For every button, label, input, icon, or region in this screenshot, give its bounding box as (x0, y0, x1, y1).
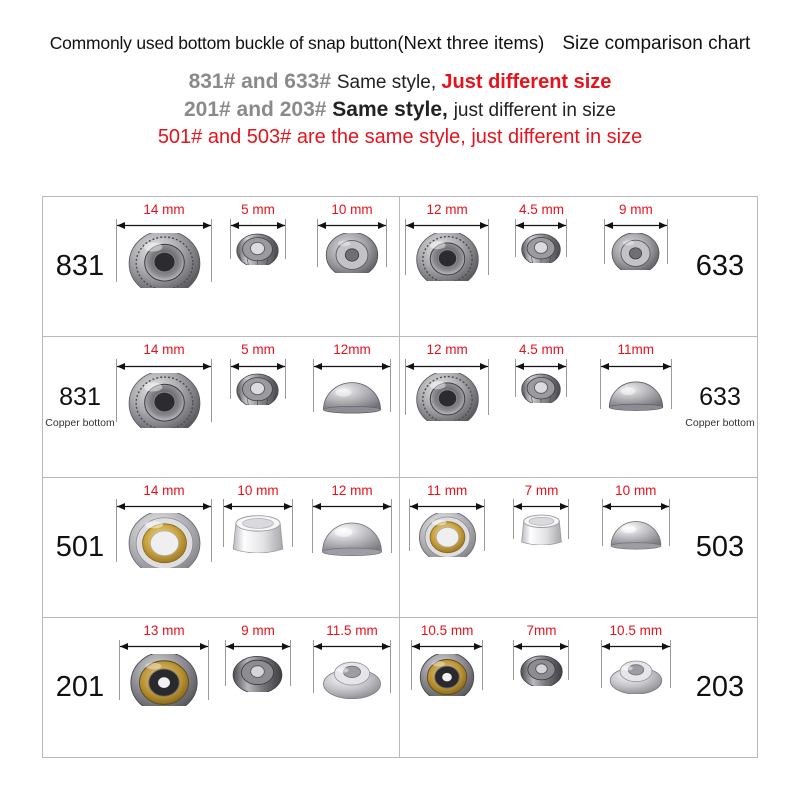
dimension-arrow (313, 360, 391, 372)
chart-row (43, 618, 757, 757)
part-stud-steel (321, 654, 383, 699)
page-header (0, 0, 800, 59)
guide-line-left (313, 640, 314, 693)
row-label-number: 633 (695, 250, 745, 283)
part-cap-ring-633 (414, 373, 481, 421)
dimension-label: 10 mm (331, 202, 373, 217)
dimension-arrow (317, 220, 387, 232)
dimension-arrow-icon (313, 641, 391, 652)
guide-line-left (409, 499, 410, 551)
dimension-arrow (116, 500, 212, 512)
row-label-501 (43, 530, 117, 563)
guide-line-left (515, 359, 516, 397)
dimension-arrow-icon (513, 641, 569, 652)
guide-line-left (405, 359, 406, 415)
part-image (513, 513, 569, 545)
chart-item (305, 484, 398, 560)
part-dome-plain (607, 373, 665, 415)
dimension-arrow (225, 641, 291, 653)
dimension-arrow (409, 500, 485, 512)
guide-line-left (230, 219, 231, 259)
row-label-201 (43, 670, 117, 703)
row-label-number: 501 (55, 530, 105, 563)
dimension-arrow (230, 360, 286, 372)
row-label-633 (683, 382, 757, 429)
part-socket-ribbed-dark (519, 654, 564, 686)
part-image (601, 654, 671, 694)
subtitle-line-2 (0, 97, 800, 123)
subtitle-2-part-2: Same style, (332, 97, 454, 121)
chart-half-left (43, 618, 400, 757)
dimension-label: 11 mm (427, 482, 468, 498)
dimension-label: 12 mm (426, 202, 468, 217)
chart-items (400, 478, 683, 617)
dimension-label: 4.5 mm (518, 202, 564, 217)
dimension-arrow (223, 500, 293, 512)
part-image (604, 233, 668, 270)
part-socket-ribbed (235, 373, 280, 405)
part-ring-brass-501 (417, 513, 478, 557)
part-socket-ribbed (520, 373, 562, 403)
subtitle-2-part-3: just different in size (453, 99, 616, 121)
guide-line-left (513, 499, 514, 539)
part-image (116, 233, 212, 288)
dimension-arrow-icon (515, 361, 567, 372)
guide-line-left (225, 640, 226, 686)
chart-item (117, 203, 210, 288)
guide-line-left (313, 359, 314, 412)
dimension-arrow (513, 500, 569, 512)
guide-line-right (290, 640, 291, 686)
chart-half-right (400, 337, 757, 476)
dimension-arrow (513, 641, 569, 653)
guide-line-right (566, 219, 567, 257)
dimension-label: 13 mm (143, 622, 185, 638)
part-stud-ring-dark (324, 233, 380, 273)
dimension-label: 12mm (333, 342, 371, 358)
dimension-label: 10 mm (237, 482, 279, 498)
row-label-503 (683, 530, 757, 563)
row-label-number: 203 (695, 670, 745, 703)
part-ring-brass-501 (126, 513, 203, 568)
guide-line-right (285, 359, 286, 399)
part-cap-ring-831 (126, 373, 203, 428)
part-stud-steel (608, 654, 664, 694)
guide-line-right (390, 640, 391, 693)
chart-item (117, 484, 210, 569)
part-image (312, 513, 392, 559)
dimension-label: 12 mm (426, 342, 468, 358)
dimension-arrow-icon (119, 641, 209, 652)
chart-items (117, 197, 399, 336)
part-image (317, 233, 387, 273)
chart-item (589, 343, 682, 415)
guide-line-right (669, 499, 670, 546)
dimension-arrow-icon (312, 501, 392, 512)
dimension-arrow-icon (604, 220, 668, 231)
guide-line-left (601, 640, 602, 688)
chart-item (589, 484, 682, 553)
chart-items (400, 197, 683, 336)
row-label-633 (683, 252, 757, 281)
chart-item (400, 203, 493, 281)
dimension-label: 4.5 mm (518, 342, 564, 358)
part-image (116, 373, 212, 428)
guide-line-left (411, 640, 412, 690)
part-socket-ribbed (235, 233, 280, 265)
chart-item (305, 343, 398, 418)
chart-half-right (400, 197, 757, 336)
row-label-sub: Copper bottom (685, 416, 755, 429)
chart-row (43, 478, 757, 618)
chart-half-right (400, 478, 757, 617)
dimension-arrow (312, 500, 392, 512)
chart-item (495, 203, 588, 263)
part-image (225, 654, 291, 692)
guide-line-right (292, 499, 293, 547)
part-socket-ribbed (520, 233, 562, 263)
part-cup-white (519, 513, 564, 545)
dimension-label: 11.5 mm (326, 622, 378, 638)
guide-line-right (488, 359, 489, 415)
chart-item (211, 343, 304, 405)
dimension-arrow-icon (313, 361, 391, 372)
row-label-number: 201 (55, 670, 105, 703)
guide-line-right (386, 219, 387, 267)
guide-line-left (116, 359, 117, 422)
subtitle-line-3 (0, 125, 800, 149)
chart-half-left (43, 337, 400, 476)
part-image (513, 654, 569, 686)
dimension-arrow (515, 220, 567, 232)
part-image (230, 373, 286, 405)
guide-line-left (405, 219, 406, 275)
part-image (405, 233, 489, 281)
guide-line-left (116, 219, 117, 282)
part-image (515, 233, 567, 263)
dimension-label: 14 mm (143, 482, 185, 498)
dimension-arrow-icon (116, 220, 212, 231)
dimension-arrow (405, 360, 489, 372)
chart-item (495, 484, 588, 546)
chart-half-left (43, 197, 400, 336)
part-image (515, 373, 567, 403)
dimension-arrow-icon (116, 501, 212, 512)
guide-line-right (667, 219, 668, 264)
part-cap-ring-831 (126, 233, 203, 288)
guide-line-left (604, 219, 605, 264)
chart-item (305, 624, 398, 699)
row-label-number: 831 (59, 382, 101, 411)
guide-line-left (317, 219, 318, 267)
dimension-label: 7mm (526, 622, 557, 638)
part-image (223, 513, 293, 553)
part-image (313, 654, 391, 699)
part-image (405, 373, 489, 421)
dimension-arrow (602, 500, 670, 512)
guide-line-right (285, 219, 286, 259)
part-dome-plain (321, 373, 383, 418)
dimension-arrow (600, 360, 672, 372)
chart-items (400, 618, 683, 757)
guide-line-right (211, 499, 212, 562)
chart-item (117, 624, 210, 706)
part-image (119, 654, 209, 706)
chart-item (211, 203, 304, 265)
guide-line-right (391, 499, 392, 553)
part-image (602, 513, 670, 552)
guide-line-right (211, 219, 212, 282)
part-ring-dark-201 (418, 654, 476, 696)
part-socket-ribbed-dark (231, 654, 284, 692)
row-label-831 (43, 252, 117, 281)
size-comparison-chart (42, 196, 758, 758)
subtitle-1-part-1: 831# and 633# (188, 70, 337, 93)
dimension-label: 9 mm (241, 622, 275, 638)
dimension-label: 10.5 mm (420, 622, 474, 638)
chart-item (495, 624, 588, 686)
chart-items (117, 618, 399, 757)
dimension-arrow-icon (116, 361, 212, 372)
chart-items (117, 478, 399, 617)
dimension-label: 10 mm (615, 482, 657, 498)
subtitle-2-part-1: 201# and 203# (184, 97, 333, 121)
subtitle-line-1 (0, 69, 800, 95)
guide-line-left (230, 359, 231, 399)
chart-item (211, 484, 304, 554)
chart-row (43, 337, 757, 477)
guide-line-left (513, 640, 514, 680)
guide-line-right (568, 640, 569, 680)
dimension-arrow (405, 220, 489, 232)
header-title-right: Size comparison chart (562, 33, 751, 54)
dimension-arrow (116, 360, 212, 372)
row-label-831 (43, 382, 117, 429)
part-dome-steel (609, 513, 663, 552)
dimension-label: 5 mm (241, 202, 275, 217)
guide-line-right (566, 359, 567, 397)
guide-line-right (484, 499, 485, 551)
row-label-number: 633 (699, 382, 741, 411)
dimension-arrow-icon (405, 220, 489, 231)
dimension-arrow-icon (601, 641, 671, 652)
dimension-arrow (313, 641, 391, 653)
dimension-arrow-icon (405, 361, 489, 372)
chart-items (117, 337, 399, 476)
guide-line-right (390, 359, 391, 412)
row-label-sub: Copper bottom (45, 416, 115, 429)
dimension-arrow-icon (513, 501, 569, 512)
subtitle-3-part-1: 501# and 503# are the same style, just different in size (157, 126, 643, 149)
chart-item (589, 624, 682, 694)
guide-line-right (671, 359, 672, 409)
chart-item (400, 624, 493, 696)
dimension-arrow-icon (230, 220, 286, 231)
guide-line-left (223, 499, 224, 547)
row-label-number: 831 (55, 250, 105, 283)
dimension-label: 14 mm (143, 342, 185, 358)
chart-half-left (43, 478, 400, 617)
dimension-arrow (116, 220, 212, 232)
dimension-label: 10.5 mm (609, 622, 663, 638)
chart-items (400, 337, 683, 476)
dimension-arrow (411, 641, 483, 653)
dimension-label: 9 mm (618, 202, 653, 217)
chart-item (400, 484, 493, 558)
dimension-arrow (119, 641, 209, 653)
dimension-arrow-icon (230, 361, 286, 372)
subtitle-1-part-2: Same style, (336, 72, 442, 93)
part-image (116, 513, 212, 568)
guide-line-left (600, 359, 601, 409)
subtitle-block (0, 69, 800, 150)
dimension-arrow-icon (600, 361, 672, 372)
guide-line-left (116, 499, 117, 562)
part-image (230, 233, 286, 265)
part-image (409, 513, 485, 557)
part-image (313, 373, 391, 418)
part-ring-dark-201 (128, 654, 200, 706)
dimension-arrow-icon (515, 220, 567, 231)
chart-item (117, 343, 210, 428)
dimension-arrow-icon (602, 501, 670, 512)
row-label-203 (683, 670, 757, 703)
row-label-number: 503 (695, 530, 745, 563)
chart-item (211, 624, 304, 692)
guide-line-left (119, 640, 120, 700)
dimension-arrow-icon (223, 501, 293, 512)
dimension-label: 12 mm (331, 482, 373, 498)
chart-item (400, 343, 493, 421)
subtitle-1-part-3: Just different size (441, 71, 612, 93)
dimension-arrow (604, 220, 668, 232)
guide-line-left (602, 499, 603, 546)
chart-row (43, 197, 757, 337)
dimension-arrow-icon (409, 501, 485, 512)
part-stud-ring-dark (610, 233, 661, 270)
guide-line-right (482, 640, 483, 690)
dimension-label: 11mm (617, 342, 655, 358)
part-cup-white (230, 513, 286, 553)
part-image (411, 654, 483, 696)
guide-line-left (515, 219, 516, 257)
header-title-paren: (Next three items) (397, 32, 545, 53)
part-image (600, 373, 672, 415)
dimension-arrow (515, 360, 567, 372)
guide-line-right (211, 359, 212, 422)
guide-line-left (312, 499, 313, 553)
dimension-label: 14 mm (143, 202, 185, 217)
header-title-main: Commonly used bottom buckle of snap button (49, 33, 398, 53)
guide-line-right (670, 640, 671, 688)
dimension-arrow-icon (411, 641, 483, 652)
guide-line-right (208, 640, 209, 700)
guide-line-right (568, 499, 569, 539)
chart-item (589, 203, 682, 270)
part-dome-steel (320, 513, 384, 559)
chart-half-right (400, 618, 757, 757)
dimension-arrow (601, 641, 671, 653)
chart-item (305, 203, 398, 273)
dimension-arrow-icon (317, 220, 387, 231)
dimension-arrow-icon (225, 641, 291, 652)
chart-item (495, 343, 588, 403)
dimension-label: 5 mm (241, 342, 275, 358)
part-cap-ring-633 (414, 233, 481, 281)
dimension-label: 7 mm (524, 482, 559, 498)
dimension-arrow (230, 220, 286, 232)
guide-line-right (488, 219, 489, 275)
